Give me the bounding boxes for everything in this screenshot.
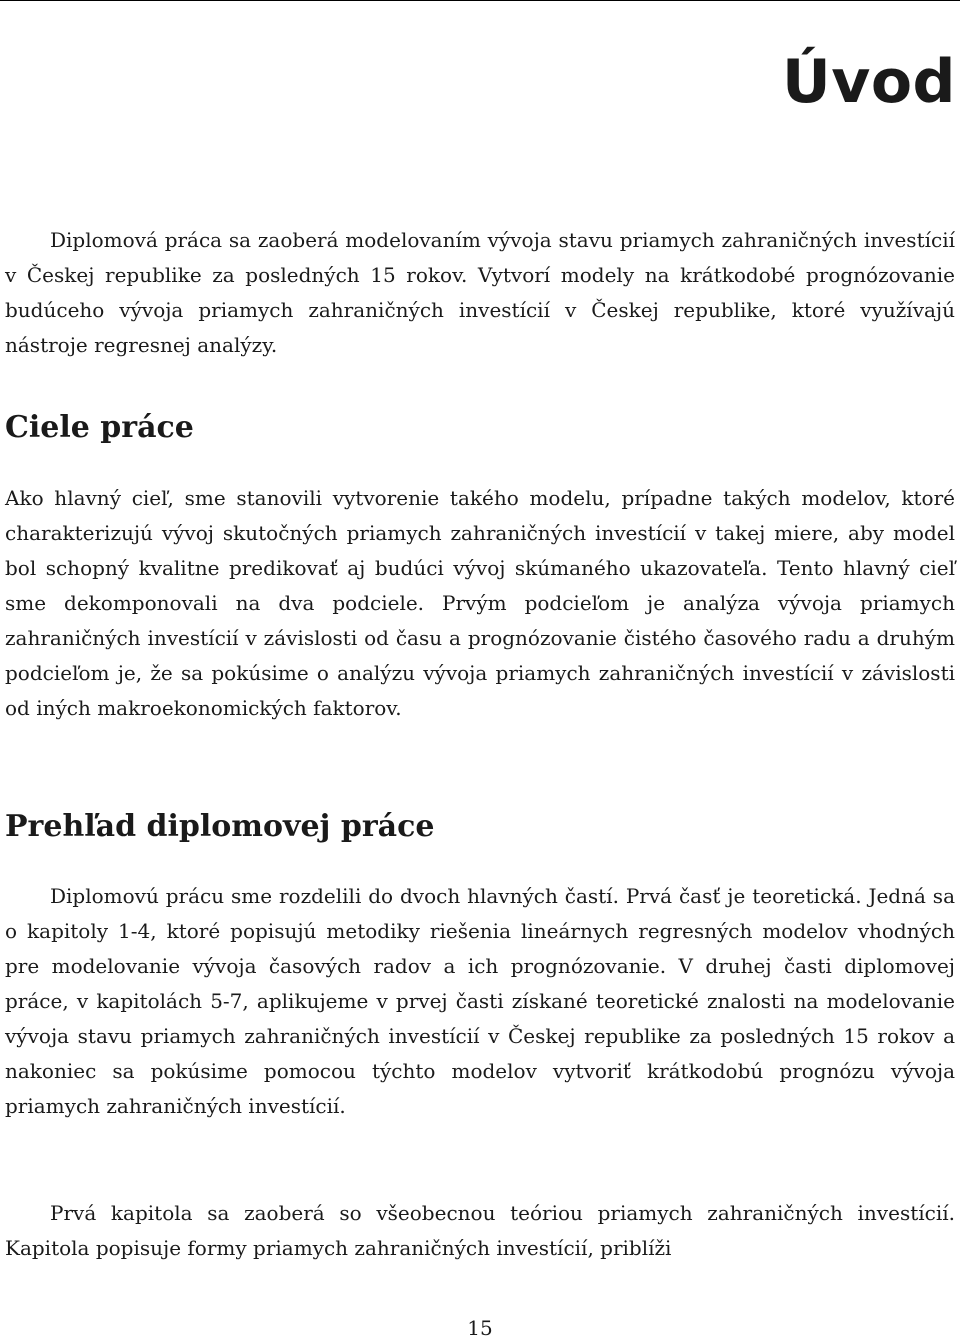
page-number: 15 — [467, 1316, 493, 1340]
section-heading-goals: Ciele práce — [5, 410, 194, 445]
overview-paragraph-2: Prvá kapitola sa zaoberá so všeobecnou teóriou priamych zahraničných investícií. Kapitola popisuje formy priamych zahraničných investícií, priblíži — [5, 1201, 955, 1260]
intro-paragraph: Diplomová práca sa zaoberá modelovaním vývoja stavu priamych zahraničných investícií v Českej republike za posledných 15 rokov. Vytvorí modely na krátkodobé prognózovanie budúceho vývoja priamych zahraničných investícií v Českej republike, ktoré využívajú nástroje regresnej analýzy. — [5, 228, 955, 357]
section-heading-overview: Prehľad diplomovej práce — [5, 809, 435, 844]
goals-paragraph: Ako hlavný cieľ, sme stanovili vytvorenie takého modelu, prípadne takých modelov, ktoré charakterizujú vývoj skutočných priamych zahraničných investícií v takej miere, aby model bol schopný kvalitne predikovať aj budúci vývoj skúmaného ukazovateľa. Tento hlavný cieľ sme dekomponovali na dva podciele. Prvým podcieľom je analýza vývoja priamych zahraničných investícií v závislosti od času a prognózovanie čistého časového radu a druhým podcieľom je, že sa pokúsime o analýzu vývoja priamych zahraničných investícií v závislosti od iných makroekonomických faktorov. — [5, 486, 955, 720]
overview-paragraph-1: Diplomovú prácu sme rozdelili do dvoch hlavných častí. Prvá časť je teoretická. Jedná sa o kapitoly 1-4, ktoré popisujú metodiky riešenia lineárnych regresných modelov vhodných pre modelovanie vývoja časových radov a ich prognózovanie. V druhej časti diplomovej práce, v kapitolách 5-7, aplikujeme v prvej časti získané teoretické znalosti na modelovanie vývoja stavu priamych zahraničných investícií v Českej republike za posledných 15 rokov a nakoniec sa pokúsime pomocou týchto modelov vytvoriť krátkodobú prognózu vývoja priamych zahraničných investícií. — [5, 884, 955, 1118]
header-rule — [0, 0, 960, 1]
chapter-title: Úvod — [781, 47, 956, 117]
